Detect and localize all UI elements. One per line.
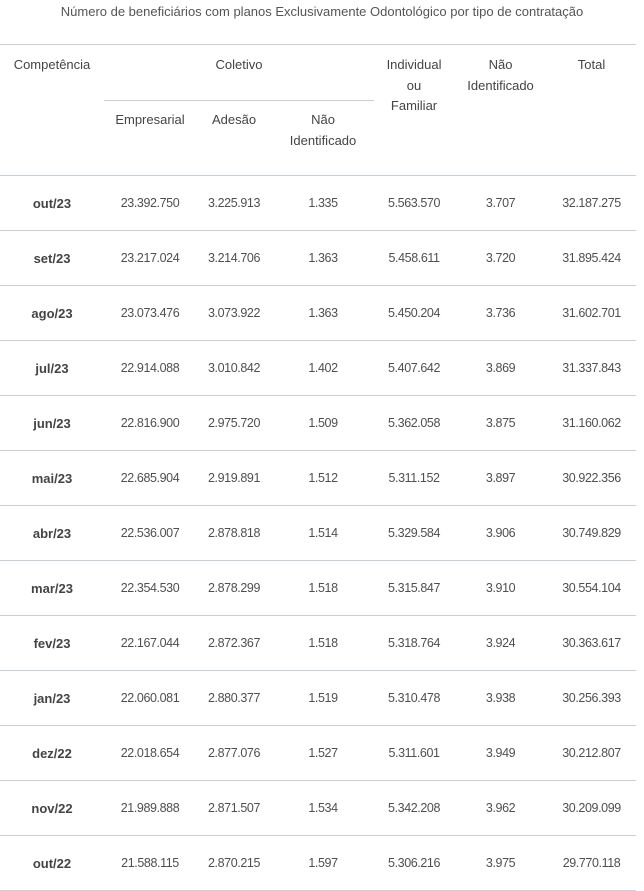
header-individual: Individual ou Familiar (374, 45, 454, 176)
cell-empresarial: 23.392.750 (104, 176, 196, 231)
cell-nao-identificado-coletivo: 1.518 (272, 616, 374, 671)
cell-nao-identificado-coletivo: 1.363 (272, 286, 374, 341)
cell-total: 32.187.275 (547, 176, 636, 231)
cell-competencia: set/23 (0, 231, 104, 286)
cell-nao-identificado-coletivo: 1.402 (272, 341, 374, 396)
cell-total: 30.256.393 (547, 671, 636, 726)
cell-adesao: 3.073.922 (196, 286, 272, 341)
cell-individual: 5.318.764 (374, 616, 454, 671)
cell-nao-identificado: 3.962 (454, 781, 547, 836)
cell-individual: 5.311.152 (374, 451, 454, 506)
header-competencia: Competência (0, 45, 104, 176)
cell-empresarial: 22.816.900 (104, 396, 196, 451)
table-header (0, 45, 636, 176)
table-row (0, 231, 636, 286)
cell-adesao: 2.871.507 (196, 781, 272, 836)
header-nao-identificado: Não Identificado (454, 45, 547, 176)
cell-individual: 5.342.208 (374, 781, 454, 836)
cell-nao-identificado: 3.938 (454, 671, 547, 726)
table-row (0, 176, 636, 231)
cell-nao-identificado-coletivo: 1.512 (272, 451, 374, 506)
cell-nao-identificado-coletivo: 1.518 (272, 561, 374, 616)
cell-competencia: mai/23 (0, 451, 104, 506)
cell-nao-identificado: 3.875 (454, 396, 547, 451)
cell-total: 30.922.356 (547, 451, 636, 506)
cell-nao-identificado: 3.910 (454, 561, 547, 616)
table-row (0, 836, 636, 891)
cell-adesao: 3.010.842 (196, 341, 272, 396)
cell-competencia: dez/22 (0, 726, 104, 781)
table-row (0, 451, 636, 506)
cell-total: 30.363.617 (547, 616, 636, 671)
header-coletivo: Coletivo (104, 45, 374, 101)
cell-total: 29.770.118 (547, 836, 636, 891)
cell-adesao: 2.880.377 (196, 671, 272, 726)
table-body (0, 176, 636, 891)
cell-individual: 5.329.584 (374, 506, 454, 561)
table-row (0, 781, 636, 836)
cell-adesao: 2.870.215 (196, 836, 272, 891)
cell-total: 30.212.807 (547, 726, 636, 781)
cell-adesao: 2.872.367 (196, 616, 272, 671)
beneficiaries-table (0, 44, 636, 891)
cell-nao-identificado: 3.707 (454, 176, 547, 231)
cell-nao-identificado-coletivo: 1.363 (272, 231, 374, 286)
table-caption: Número de beneficiários com planos Exclusivamente Odontológico por tipo de contratação (60, 4, 584, 19)
cell-nao-identificado: 3.975 (454, 836, 547, 891)
table-row (0, 396, 636, 451)
cell-empresarial: 22.354.530 (104, 561, 196, 616)
table-row (0, 616, 636, 671)
cell-empresarial: 21.588.115 (104, 836, 196, 891)
cell-nao-identificado: 3.906 (454, 506, 547, 561)
cell-total: 31.160.062 (547, 396, 636, 451)
cell-adesao: 2.878.299 (196, 561, 272, 616)
cell-nao-identificado: 3.949 (454, 726, 547, 781)
cell-nao-identificado: 3.924 (454, 616, 547, 671)
cell-nao-identificado-coletivo: 1.335 (272, 176, 374, 231)
cell-individual: 5.407.642 (374, 341, 454, 396)
cell-individual: 5.310.478 (374, 671, 454, 726)
cell-empresarial: 22.914.088 (104, 341, 196, 396)
cell-nao-identificado-coletivo: 1.534 (272, 781, 374, 836)
cell-nao-identificado: 3.869 (454, 341, 547, 396)
cell-adesao: 2.877.076 (196, 726, 272, 781)
cell-empresarial: 22.536.007 (104, 506, 196, 561)
cell-empresarial: 22.167.044 (104, 616, 196, 671)
cell-adesao: 2.919.891 (196, 451, 272, 506)
cell-total: 30.749.829 (547, 506, 636, 561)
table-row (0, 506, 636, 561)
cell-empresarial: 21.989.888 (104, 781, 196, 836)
cell-competencia: jun/23 (0, 396, 104, 451)
table-row (0, 286, 636, 341)
cell-total: 31.337.843 (547, 341, 636, 396)
cell-competencia: abr/23 (0, 506, 104, 561)
table-row (0, 561, 636, 616)
cell-competencia: fev/23 (0, 616, 104, 671)
cell-adesao: 3.225.913 (196, 176, 272, 231)
cell-nao-identificado-coletivo: 1.514 (272, 506, 374, 561)
table-row (0, 726, 636, 781)
cell-individual: 5.362.058 (374, 396, 454, 451)
cell-competencia: nov/22 (0, 781, 104, 836)
cell-individual: 5.315.847 (374, 561, 454, 616)
cell-nao-identificado-coletivo: 1.509 (272, 396, 374, 451)
cell-nao-identificado: 3.736 (454, 286, 547, 341)
cell-individual: 5.563.570 (374, 176, 454, 231)
cell-nao-identificado-coletivo: 1.597 (272, 836, 374, 891)
cell-competencia: jan/23 (0, 671, 104, 726)
table-row (0, 341, 636, 396)
cell-total: 31.602.701 (547, 286, 636, 341)
cell-nao-identificado-coletivo: 1.527 (272, 726, 374, 781)
cell-empresarial: 23.217.024 (104, 231, 196, 286)
cell-nao-identificado: 3.897 (454, 451, 547, 506)
cell-empresarial: 22.018.654 (104, 726, 196, 781)
cell-competencia: jul/23 (0, 341, 104, 396)
cell-competencia: ago/23 (0, 286, 104, 341)
header-adesao: Adesão (196, 101, 272, 176)
cell-adesao: 3.214.706 (196, 231, 272, 286)
header-total: Total (547, 45, 636, 176)
cell-total: 30.554.104 (547, 561, 636, 616)
cell-nao-identificado-coletivo: 1.519 (272, 671, 374, 726)
header-nao-identificado-coletivo: Não Identificado (272, 101, 374, 176)
cell-total: 30.209.099 (547, 781, 636, 836)
cell-adesao: 2.975.720 (196, 396, 272, 451)
cell-individual: 5.450.204 (374, 286, 454, 341)
cell-empresarial: 22.685.904 (104, 451, 196, 506)
cell-adesao: 2.878.818 (196, 506, 272, 561)
cell-total: 31.895.424 (547, 231, 636, 286)
cell-competencia: out/23 (0, 176, 104, 231)
cell-individual: 5.311.601 (374, 726, 454, 781)
cell-individual: 5.306.216 (374, 836, 454, 891)
cell-competencia: out/22 (0, 836, 104, 891)
cell-individual: 5.458.611 (374, 231, 454, 286)
cell-competencia: mar/23 (0, 561, 104, 616)
cell-nao-identificado: 3.720 (454, 231, 547, 286)
table-row (0, 671, 636, 726)
cell-empresarial: 22.060.081 (104, 671, 196, 726)
header-empresarial: Empresarial (104, 101, 196, 176)
cell-empresarial: 23.073.476 (104, 286, 196, 341)
